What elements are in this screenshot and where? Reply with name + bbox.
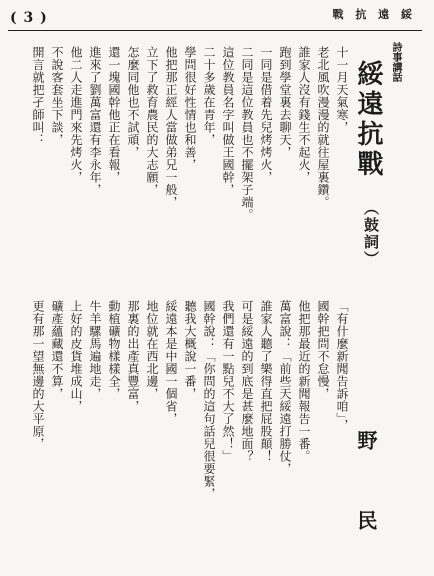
text-column: 學問很好性情也和善， [183,46,197,171]
text-column: 老北風吹漫漫的就往屋裏鑽。 [316,46,330,209]
article-title: 綏遠抗戰 [353,60,383,180]
category-tag: 詩事講話 [390,42,401,82]
text-column: 地位就在西北邊， [145,300,159,400]
text-column: 國幹把問不怠慢， [316,300,330,400]
text-column: 萬富說：「前些天綏遠打勝仗， [278,300,292,475]
text-column: 進來了劉萬富還有李永年， [88,46,102,196]
text-column: 不說客套坐下談， [50,46,64,146]
text-column: 上好的皮貨堆成山， [69,300,83,413]
text-column: 礦產蘊藏還不算， [50,300,64,400]
text-column: 那裏的出產真豐富， [126,300,140,413]
running-header: 戰 抗 遠 綏 [332,8,416,21]
text-column: 跑到學堂裏去聊天， [278,46,292,159]
text-column: 「有什麼新聞告訴咱」， [335,300,349,432]
text-column: 這位教員名字叫做王國幹， [221,46,235,196]
text-column: 我們還有一點兒不大了然！」 [221,300,235,463]
text-column: 怎麼同他也不試頑， [126,46,140,159]
text-column: 動植礦物樣樣全， [107,300,121,400]
text-column: 他把那正經人當做弟兄一般， [164,46,178,209]
text-column: 還一塊國幹他正在看報， [107,46,121,184]
text-column: 他二人走進門來先烤火， [69,46,83,184]
header-rule [8,30,422,31]
article-genre: （鼓詞） [362,200,380,268]
text-column: 可是綏遠的到底是甚麼地面？ [240,300,254,463]
text-column: 牛羊騾馬遍地走， [88,300,102,400]
text-column: 綏遠本是中國一個省， [164,300,178,425]
text-column: 國幹說：「你問的這句話兒很要緊， [202,300,216,500]
text-column: 誰家人聽了樂得直把屁股顛！ [259,300,273,463]
text-column: 二十多歲在青年， [202,46,216,146]
text-column: 他把那最近的新聞報告一番。 [297,300,311,463]
text-column: 聽我大概說一番， [183,300,197,400]
text-column: 立下了救育農民的大志願， [145,46,159,196]
text-column: 十一月天氣寒， [335,46,349,134]
text-column: 二同是這位教員也不擺架子端。 [240,46,254,221]
text-column: 更有那一望無邊的大平原， [31,300,45,450]
text-column: 一同是借着先兒烤烤火， [259,46,273,184]
page-number: ( 3 ) [10,10,48,26]
author-name: 野 民 [354,430,378,548]
text-column: 開言就把孑師叫： [31,46,45,146]
text-column: 誰家人沒有錢生不起火， [297,46,311,184]
